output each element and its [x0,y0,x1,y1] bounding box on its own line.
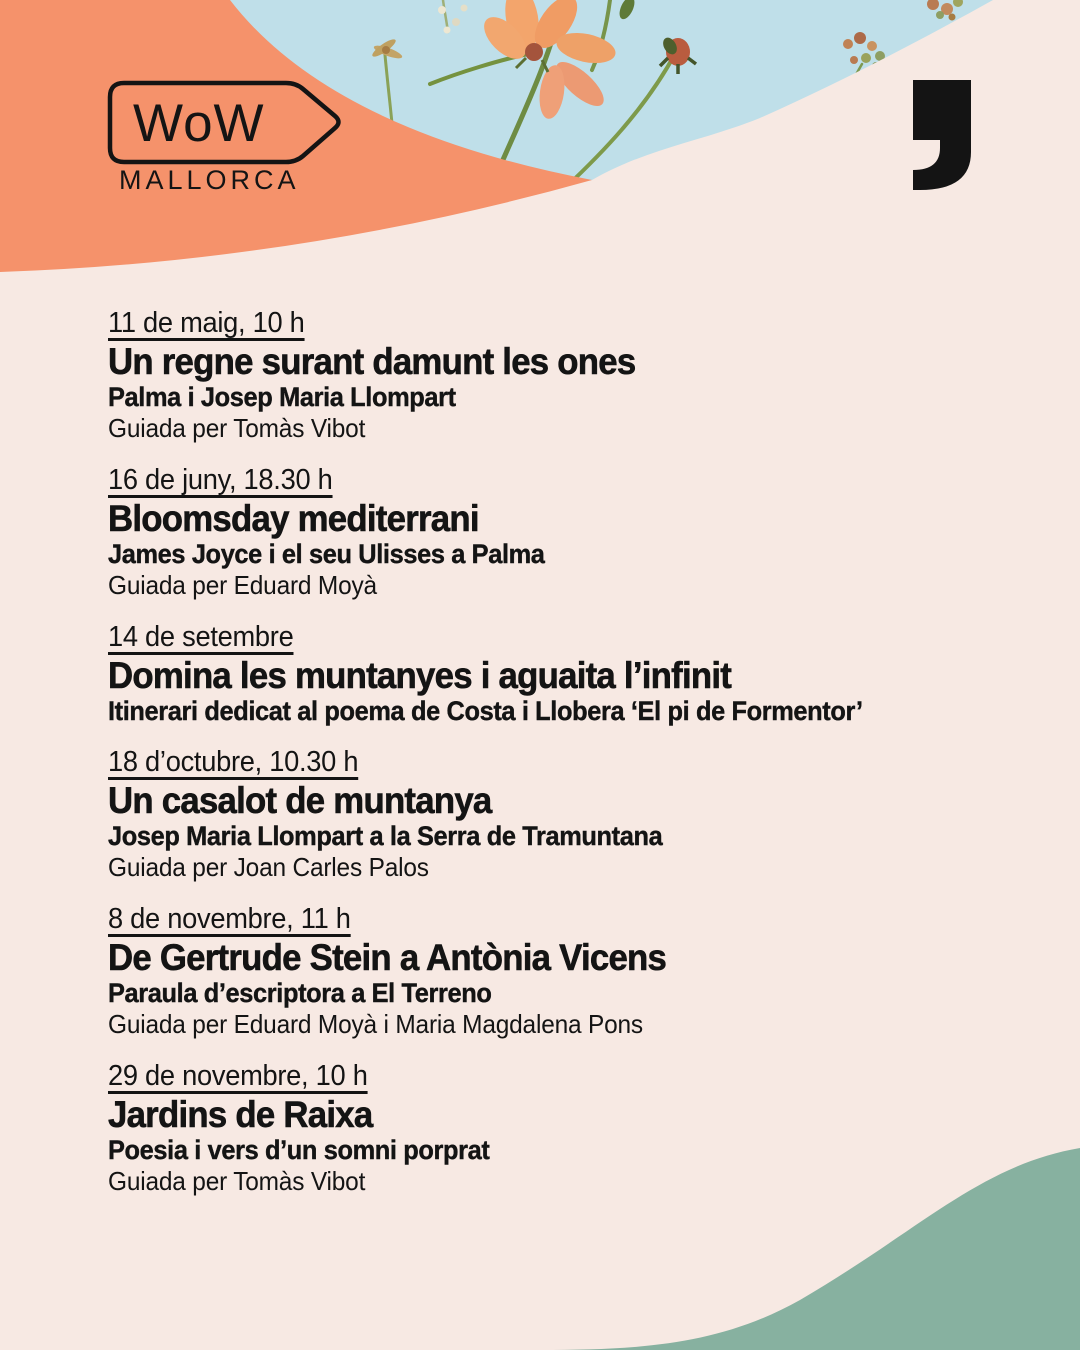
event-subtitle: Itinerari dedicat al poema de Costa i Llobera ‘El pi de Formentor’ [108,696,863,726]
event-title: Un casalot de muntanya [108,780,492,821]
event-title: Bloomsday mediterrani [108,498,479,539]
event-item [108,745,1048,882]
event-subtitle: Palma i Josep Maria Llompart [108,382,456,412]
event-date: 29 de novembre, 10 h [108,1060,368,1092]
event-guide: Guiada per Eduard Moyà i Maria Magdalena Pons [108,1009,643,1039]
event-item [108,1059,1048,1196]
event-date: 14 de setembre [108,621,294,653]
event-subtitle: Poesia i vers d’un somni porprat [108,1135,490,1165]
event-date: 11 de maig, 10 h [108,307,305,339]
event-guide: Guiada per Tomàs Vibot [108,413,366,443]
event-subtitle: Paraula d’escriptora a El Terreno [108,978,492,1008]
comma-icon [913,80,971,190]
event-subtitle: Josep Maria Llompart a la Serra de Tramuntana [108,821,663,851]
event-title: De Gertrude Stein a Antònia Vicens [108,937,667,978]
event-guide: Guiada per Joan Carles Palos [108,852,429,882]
event-title: Jardins de Raixa [108,1094,373,1135]
logo-wordmark: WoW [133,94,265,153]
event-date: 8 de novembre, 11 h [108,903,351,935]
events-list [108,306,1048,1216]
event-title: Un regne surant damunt les ones [108,341,636,382]
event-guide: Guiada per Tomàs Vibot [108,1166,366,1196]
event-item [108,620,1048,725]
event-title: Domina les muntanyes i aguaita l’infinit [108,655,732,696]
event-date: 16 de juny, 18.30 h [108,464,333,496]
event-date: 18 d’octubre, 10.30 h [108,746,359,778]
logo-subtitle: MALLORCA [119,165,300,195]
event-subtitle: James Joyce i el seu Ulisses a Palma [108,539,545,569]
event-item [108,463,1048,600]
event-item [108,902,1048,1039]
event-item [108,306,1048,443]
event-guide: Guiada per Eduard Moyà [108,570,377,600]
